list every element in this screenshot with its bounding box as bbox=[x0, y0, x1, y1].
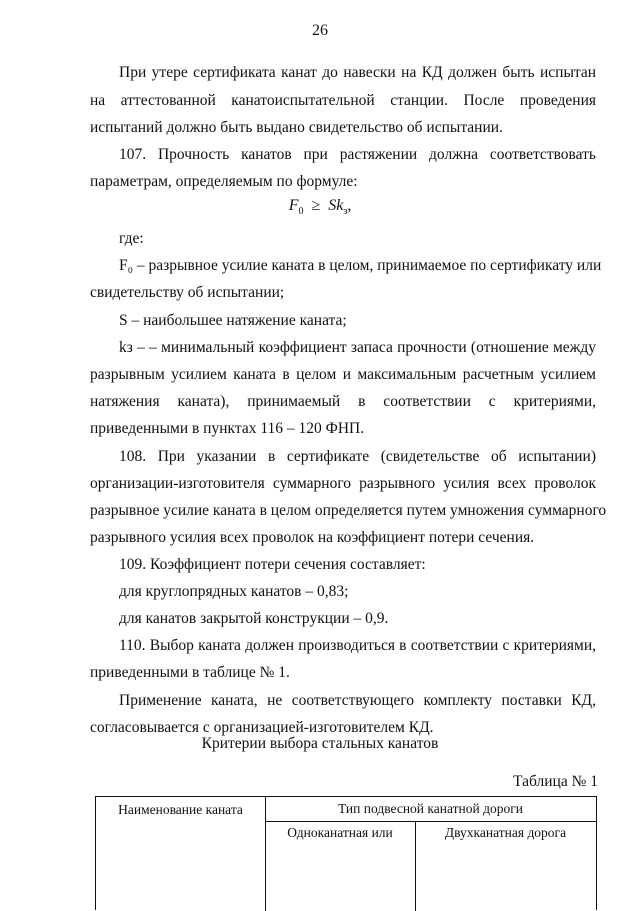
paragraph-108-line-4: разрывного усилия всех проволок на коэффициент потери сечения. bbox=[90, 529, 535, 546]
paragraph-108-line-1: 108. При указании в сертификате (свидетельстве об испытании) bbox=[119, 448, 596, 465]
table-header-bicable: Двухканатная дорога bbox=[444, 825, 567, 840]
table-header-cable-name: Наименование каната bbox=[118, 802, 243, 817]
paragraph-109-round-strand: для круглопрядных канатов – 0,83; bbox=[119, 583, 349, 600]
paragraph-application-line-1: Применение каната, не соответствующего комплекту поставки КД, bbox=[119, 692, 596, 709]
paragraph-107-line-2: параметрам, определяемым по формуле: bbox=[90, 173, 358, 190]
definition-f0-line-1: F₀ – разрывное усилие каната в целом, принимаемое по сертификату или bbox=[119, 257, 602, 274]
paragraph-110-line-1: 110. Выбор каната должен производиться в соответствии с критериями, bbox=[119, 637, 596, 654]
criteria-table bbox=[95, 796, 597, 910]
paragraph-108-line-2: организации-изготовителя суммарного разрывного усилия всех проволок bbox=[90, 475, 596, 492]
definition-k-line-1: kз – – минимальный коэффициент запаса прочности (отношение между bbox=[119, 339, 596, 356]
paragraph-107-line-1: 107. Прочность канатов при растяжении должна соответствовать bbox=[119, 146, 596, 163]
paragraph-certificate-line-1: При утере сертификата канат до навески на КД должен быть испытан bbox=[119, 64, 596, 81]
definition-f0-line-2: свидетельству об испытании; bbox=[90, 284, 285, 301]
table-caption: Критерии выбора стальных канатов bbox=[201, 735, 439, 752]
paragraph-110-line-2: приведенными в таблице № 1. bbox=[90, 664, 290, 681]
formula-left-subscript: 0 bbox=[298, 206, 304, 218]
table-header-ropeway-type: Тип подвесной канатной дороги bbox=[338, 801, 523, 816]
formula-right-subscript: з bbox=[343, 206, 348, 218]
definition-k-line-4: приведенными в пунктах 116 – 120 ФНП. bbox=[90, 420, 365, 437]
table-header-monocable: Одноканатная или bbox=[287, 825, 393, 840]
definition-k-line-3: натяжения каната), принимаемый в соответствии с критериями, bbox=[90, 393, 596, 410]
paragraph-108-line-3: разрывное усилие каната в целом определяется путем умножения суммарного bbox=[90, 502, 607, 519]
formula-left: F bbox=[288, 197, 299, 214]
where-label: где: bbox=[119, 230, 144, 247]
paragraph-application-line-2: согласовывается с организацией-изготовителем КД. bbox=[90, 719, 434, 736]
definition-s: S – наибольшее натяжение каната; bbox=[119, 312, 347, 329]
formula-comma: , bbox=[347, 197, 352, 214]
page-number: 26 bbox=[312, 22, 328, 39]
paragraph-109: 109. Коэффициент потери сечения составляет: bbox=[119, 556, 426, 573]
formula-operator: ≥ bbox=[311, 197, 321, 214]
table-label: Таблица № 1 bbox=[513, 773, 598, 790]
paragraph-certificate-line-2: на аттестованной канатоиспытательной станции. После проведения bbox=[90, 92, 596, 109]
formula-right: Sk bbox=[328, 197, 344, 214]
definition-k-line-2: разрывным усилием каната в целом и максимальным расчетным усилием bbox=[90, 366, 596, 383]
strength-formula bbox=[0, 196, 640, 222]
table-divider-header bbox=[265, 821, 596, 822]
paragraph-certificate-line-3: испытаний должно быть выдано свидетельство об испытании. bbox=[90, 119, 503, 136]
paragraph-109-closed-construction: для канатов закрытой конструкции – 0,9. bbox=[119, 610, 389, 627]
